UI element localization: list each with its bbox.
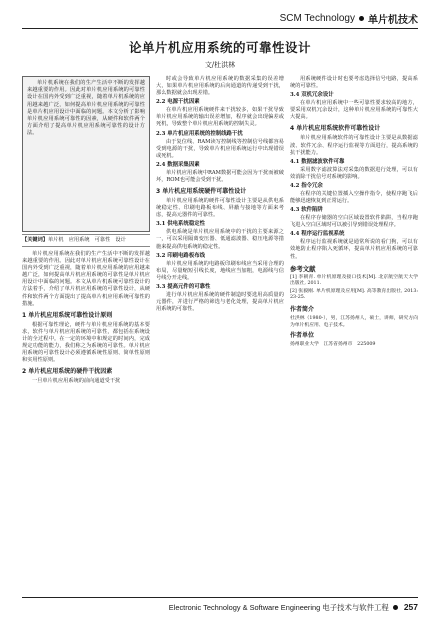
section-heading: 2.3 单片机应用系统的控制线路干扰 (156, 130, 243, 137)
keywords-text: 单片机 应用系统 可靠性 设计 (47, 237, 126, 243)
reference-item: [1] 李朝青. 单片机原理及接口技术[M]. 北京航空航天大学出版社, 2011. (290, 274, 418, 287)
affiliation-heading: 作者单位 (290, 332, 315, 340)
column-1 (22, 76, 150, 386)
section-heading: 4.4 程序运行监视系统 (290, 231, 345, 238)
author-bio (290, 306, 418, 329)
bio-text: 杜洪林（1980-），男，江苏扬州人，硕士，讲师，研究方向为单片机应用、电子技术。 (290, 315, 418, 328)
reference-item: [2] 张毅刚. 单片机原理及应用[M]. 高等教育出版社, 2013: 23-25. (290, 288, 418, 301)
references (290, 265, 418, 302)
references-list (290, 275, 418, 302)
section-heading: 4.2 指令冗余 (290, 182, 323, 189)
column-3 (290, 76, 418, 386)
body-paragraph: 单片机应用系统中RAM数据可能会因为干扰而被破坏，ROM也可能会受到干扰。 (156, 169, 284, 183)
section-heading: 4.1 数据滤波软件可靠 (290, 158, 345, 165)
bullet-icon (359, 16, 364, 21)
body-paragraph: 程序运行监视系统就是通常所说的看门狗，可以有效地防止程序陷入死循环，提高单片机应用系统的可靠性。 (290, 239, 418, 260)
section-heading: 2.2 电源干扰因素 (156, 99, 200, 106)
section-heading: 3.4 双机冗余设计 (290, 92, 334, 99)
affiliation-text: 扬州职业大学 江苏省扬州市 225009 (290, 342, 376, 348)
section-heading: 4.3 软件陷阱 (290, 207, 323, 214)
section-heading: 3.1 供电系统稳定性 (156, 221, 205, 228)
section-heading: 2 单片机应用系统的硬件干扰因素 (22, 368, 113, 376)
body-paragraph: 一旦单片机应用系统的前向通道受干扰 (32, 378, 121, 385)
header-section: SCM Technology (279, 12, 355, 24)
body-paragraph: 用系统硬件设计时也要考虑选择信号电路，提高系统的可靠性。 (290, 76, 418, 90)
body-paragraph: 单片机应用系统的硬件可靠性设计主要是从供电系统稳定性、印刷电路板布线、屏蔽与接地等方面来考虑，提高元器件的可靠性。 (156, 198, 284, 219)
header-category: 单片机技术 (368, 14, 418, 26)
body-paragraph: 单片机应用系统在我们的生产生活中不断的发挥越来越重要的作用。因此对单片机应用系统可靠性设计在国内外受到广泛重视，随着单片机应用系统的应用越来越广泛，如何提高单片机应用系统的可靠性是单片机应用设计中面临的问题。本文从单片机系统可靠性设计的方法着手，介绍了单片机应用系统的可靠性设计，从硬件和软件两个方面提出了提高单片机应用系统可靠性的措施。 (22, 251, 150, 307)
body-paragraph: 在程序存储器的空白区域设置软件陷阱，当程序跑飞进入空白区域时可以被引导到错误处理程序。 (290, 215, 418, 229)
header-rule (22, 28, 418, 29)
article-title: 论单片机应用系统的可靠性设计 (128, 40, 311, 55)
body-paragraph: 根据可靠性理论，硬件与单片机应用系统的基本要求，软件与单片机应用系统的可靠性，都包括在系统设计的全过程中。在一定的环境中和规定的时间内，完成规定功能的能力，我们称之为系统的可靠性。单片机应用系统的可靠性设计必须遵循系统性原则、简单性原则和实用性原则。 (22, 321, 150, 364)
section-heading: 3.3 提高元件的可靠性 (156, 283, 211, 290)
body-paragraph: 在程序的关键位置插入空操作指令，使程序跑飞后能够迅速恢复到正常运行。 (290, 190, 418, 205)
body-paragraph: 单片机应用系统软件的可靠性设计主要是从数据滤波、软件冗余、程序运行监视等方面进行，提高系统的抗干扰能力。 (290, 135, 418, 156)
abstract-text: 单片机系统在我们的生产生活中不断的发挥越来越重要的作用。因此对单片机应用系统的可靠性设计在国内外受到广泛重视，随着单片机系统的应用越来越广泛，如何提高单片机应用系统的可靠性是单片机应用设计中面临的问题。本文分析了影响单片机应用系统可靠性的因素，从硬件和软件两个方面介绍了提高单片机应用系统可靠性的设计方法。 (27, 80, 145, 137)
body-paragraph: 在单片机应用系统中一些可靠性要求较高的地方，要采用双机冗余设计，这种单片机应用系统的可靠性大大提高。 (290, 100, 418, 121)
body-paragraph: 供电系统是单片机应用系统中的干扰的主要来源之一，可以采用隔离变压器、低通滤波器、稳压电源等措施来提高供电系统的稳定性。 (156, 229, 284, 250)
section-heading: 2.4 数据采集因素 (156, 161, 200, 168)
footer-journal: Electronic Technology & Software Engineering 电子技术与软件工程 (168, 602, 389, 612)
running-footer (22, 600, 418, 614)
keywords-label: 【关键词】 (22, 237, 48, 243)
running-header (22, 10, 418, 26)
keywords (22, 234, 150, 247)
section-heading: 3.2 印刷电路板布线 (156, 252, 205, 259)
column-3-body (290, 76, 418, 261)
body-paragraph: 采用数字滤波算法对采集的数据进行处理，可以有效消除干扰信号对系统的影响。 (290, 166, 418, 180)
bio-heading: 作者简介 (290, 305, 315, 313)
section-heading: 3 单片机应用系统硬件可靠性设计 (156, 188, 247, 196)
body-columns (22, 76, 418, 386)
section-heading: 4 单片机应用系统软件可靠性设计 (290, 125, 381, 133)
bullet-icon (393, 605, 398, 610)
column-1-body (22, 251, 150, 385)
section-heading: 1 单片机应用系统可靠性设计原则 (22, 311, 113, 319)
references-heading: 参考文献 (290, 264, 316, 273)
body-paragraph: 进行单片机应用系统的硬件制造时要选用高质量的元器件，并进行严格的筛选与老化处理，提高单片机应用系统的可靠性。 (156, 291, 284, 313)
body-paragraph: 时或会导致单片机应用系统的数据采集的误差增大，如果单片机应用系统的后向通道的传递受到干扰，那么数据就会出现差错。 (156, 76, 284, 97)
article-author: 文/杜洪林 (204, 61, 236, 69)
page-number: 257 (403, 602, 418, 612)
abstract-box (22, 76, 150, 232)
body-paragraph: 单片机应用系统的电路板印刷布线应当采用合理的布局，尽量缩短引线长度，地线应当加粗，电源线与信号线分开走线。 (156, 260, 284, 281)
column-2 (156, 76, 284, 386)
footer-rule (22, 597, 418, 598)
body-paragraph: 在单片机应用系统硬件来干扰较多，如果干扰导致单片机应用系统的输出误差增加，程序就会出现偏差或死机，导致整个单片机应用系统的控制失灵。 (156, 107, 284, 128)
body-paragraph: 由于复位线、RAM读写控制线等控制信号线都容易受到电源的干扰，导致单片机应用系统运行中出现错误或死机。 (156, 138, 284, 159)
